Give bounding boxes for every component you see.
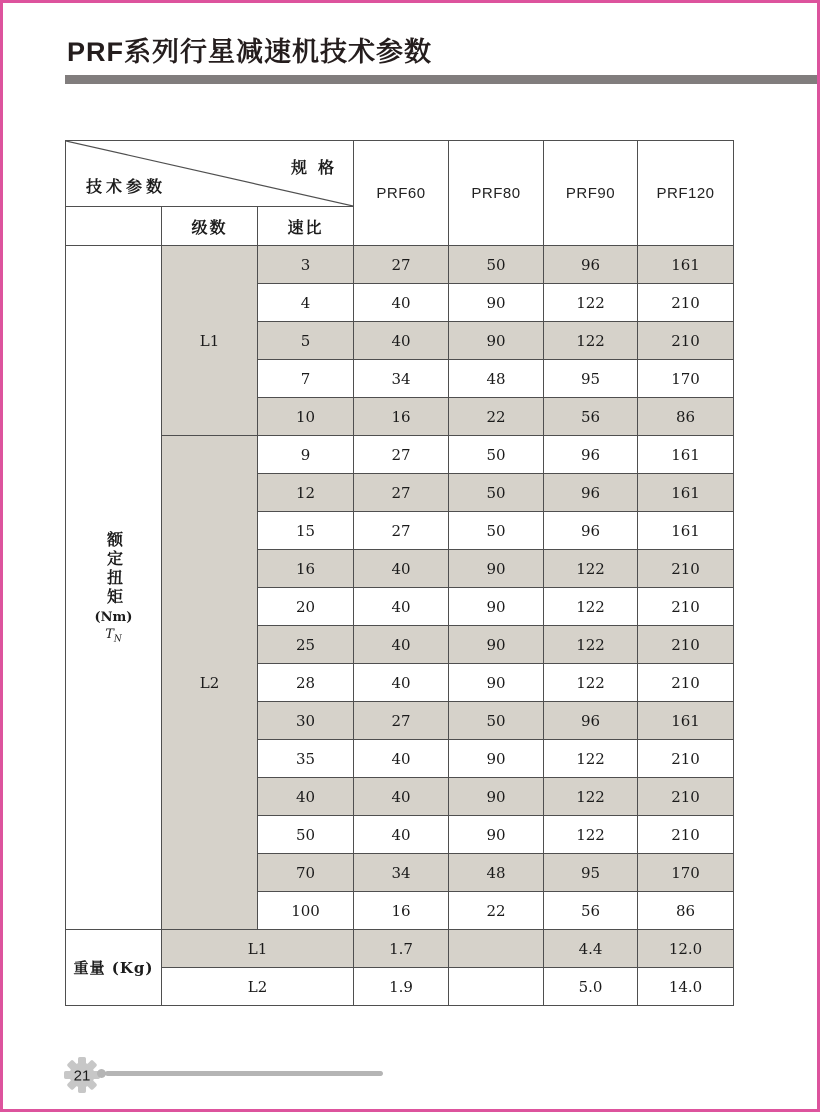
torque-value-cell: 210 [638,284,734,322]
torque-value-cell: 16 [354,398,449,436]
ratio-cell: 3 [258,246,354,284]
weight-value-cell [449,930,544,968]
torque-value-cell: 16 [354,892,449,930]
torque-value-cell: 90 [449,550,544,588]
torque-value-cell: 40 [354,588,449,626]
weight-value-cell: 1.7 [354,930,449,968]
torque-value-cell: 122 [544,664,638,702]
torque-value-cell: 40 [354,778,449,816]
torque-value-cell: 210 [638,550,734,588]
stage-cell-l2: L2 [162,436,258,930]
torque-value-cell: 27 [354,246,449,284]
torque-value-cell: 90 [449,778,544,816]
torque-value-cell: 27 [354,436,449,474]
torque-value-cell: 90 [449,626,544,664]
ratio-cell: 16 [258,550,354,588]
weight-value-cell: 4.4 [544,930,638,968]
ratio-cell: 9 [258,436,354,474]
torque-value-cell: 210 [638,664,734,702]
torque-value-cell: 122 [544,284,638,322]
weight-value-cell: 5.0 [544,968,638,1006]
page-number-gear-icon [63,1056,101,1094]
torque-value-cell: 161 [638,702,734,740]
torque-value-cell: 56 [544,398,638,436]
ratio-cell: 70 [258,854,354,892]
ratio-column-header: 速比 [258,207,354,246]
ratio-cell: 30 [258,702,354,740]
torque-value-cell: 122 [544,550,638,588]
rated-torque-label [66,531,161,645]
torque-value-cell: 27 [354,512,449,550]
rated-torque-unit: (Nm) [94,609,133,625]
torque-value-cell: 90 [449,816,544,854]
torque-value-cell: 50 [449,246,544,284]
torque-value-cell: 122 [544,322,638,360]
torque-value-cell: 161 [638,512,734,550]
ratio-cell: 15 [258,512,354,550]
col-header-prf60: PRF60 [354,141,449,246]
torque-value-cell: 95 [544,854,638,892]
weight-value-cell: 12.0 [638,930,734,968]
empty-header-cell [66,207,162,246]
torque-value-cell: 210 [638,740,734,778]
torque-value-cell: 34 [354,854,449,892]
torque-value-cell: 34 [354,360,449,398]
weight-value-cell: 1.9 [354,968,449,1006]
torque-symbol-sub: N [113,634,122,645]
torque-value-cell: 210 [638,626,734,664]
torque-value-cell: 86 [638,398,734,436]
torque-value-cell: 96 [544,702,638,740]
torque-value-cell: 210 [638,322,734,360]
page-number: 21 [73,1067,91,1085]
torque-value-cell: 122 [544,740,638,778]
torque-value-cell: 90 [449,588,544,626]
col-header-prf80: PRF80 [449,141,544,246]
ratio-cell: 5 [258,322,354,360]
weight-value-cell [449,968,544,1006]
ratio-cell: 20 [258,588,354,626]
torque-value-cell: 161 [638,436,734,474]
weight-stage-cell: L2 [162,968,354,1006]
torque-value-cell: 50 [449,702,544,740]
weight-row [66,930,734,968]
torque-value-cell: 170 [638,854,734,892]
weight-row [66,968,734,1006]
torque-value-cell: 161 [638,474,734,512]
footer-decorative-line [105,1071,383,1076]
table-row [66,436,734,474]
torque-value-cell: 50 [449,512,544,550]
ratio-cell: 25 [258,626,354,664]
rated-torque-label-cell [66,246,162,930]
torque-value-cell: 90 [449,664,544,702]
torque-value-cell: 40 [354,816,449,854]
torque-value-cell: 210 [638,778,734,816]
torque-value-cell: 90 [449,740,544,778]
torque-value-cell: 22 [449,892,544,930]
weight-value-cell: 14.0 [638,968,734,1006]
spec-table [65,140,734,1006]
corner-spec-label: 规格 [291,158,346,177]
torque-value-cell: 96 [544,474,638,512]
torque-value-cell: 96 [544,246,638,284]
rated-torque-text: 额定扭矩 [104,530,124,607]
weight-label-cell: 重量 (Kg) [66,930,162,1006]
torque-value-cell: 27 [354,702,449,740]
rated-torque-symbol [105,628,122,645]
torque-value-cell: 170 [638,360,734,398]
torque-value-cell: 122 [544,816,638,854]
ratio-cell: 50 [258,816,354,854]
torque-value-cell: 122 [544,626,638,664]
torque-value-cell: 122 [544,778,638,816]
torque-value-cell: 122 [544,588,638,626]
ratio-cell: 35 [258,740,354,778]
ratio-cell: 28 [258,664,354,702]
stage-column-header: 级数 [162,207,258,246]
title-underline-bar [65,75,817,84]
page-title: PRF系列行星减速机技术参数 [67,37,432,67]
torque-value-cell: 210 [638,816,734,854]
ratio-cell: 12 [258,474,354,512]
torque-value-cell: 40 [354,284,449,322]
torque-value-cell: 96 [544,512,638,550]
torque-symbol-t: T [105,626,114,642]
torque-value-cell: 95 [544,360,638,398]
torque-value-cell: 48 [449,854,544,892]
torque-value-cell: 27 [354,474,449,512]
torque-value-cell: 56 [544,892,638,930]
torque-value-cell: 40 [354,740,449,778]
table-body [66,246,734,1006]
torque-value-cell: 40 [354,626,449,664]
ratio-cell: 10 [258,398,354,436]
table-row [66,246,734,284]
torque-value-cell: 86 [638,892,734,930]
torque-value-cell: 22 [449,398,544,436]
torque-value-cell: 96 [544,436,638,474]
col-header-prf120: PRF120 [638,141,734,246]
stage-cell-l1: L1 [162,246,258,436]
torque-value-cell: 210 [638,588,734,626]
ratio-cell: 100 [258,892,354,930]
torque-value-cell: 50 [449,474,544,512]
torque-value-cell: 90 [449,284,544,322]
ratio-cell: 4 [258,284,354,322]
torque-value-cell: 161 [638,246,734,284]
ratio-cell: 7 [258,360,354,398]
ratio-cell: 40 [258,778,354,816]
col-header-prf90: PRF90 [544,141,638,246]
torque-value-cell: 40 [354,664,449,702]
torque-value-cell: 48 [449,360,544,398]
corner-header-cell [66,141,354,207]
torque-value-cell: 40 [354,322,449,360]
weight-stage-cell: L1 [162,930,354,968]
torque-value-cell: 50 [449,436,544,474]
header-row-1 [66,141,734,207]
torque-value-cell: 90 [449,322,544,360]
corner-params-label: 技术参数 [86,177,167,196]
torque-value-cell: 40 [354,550,449,588]
